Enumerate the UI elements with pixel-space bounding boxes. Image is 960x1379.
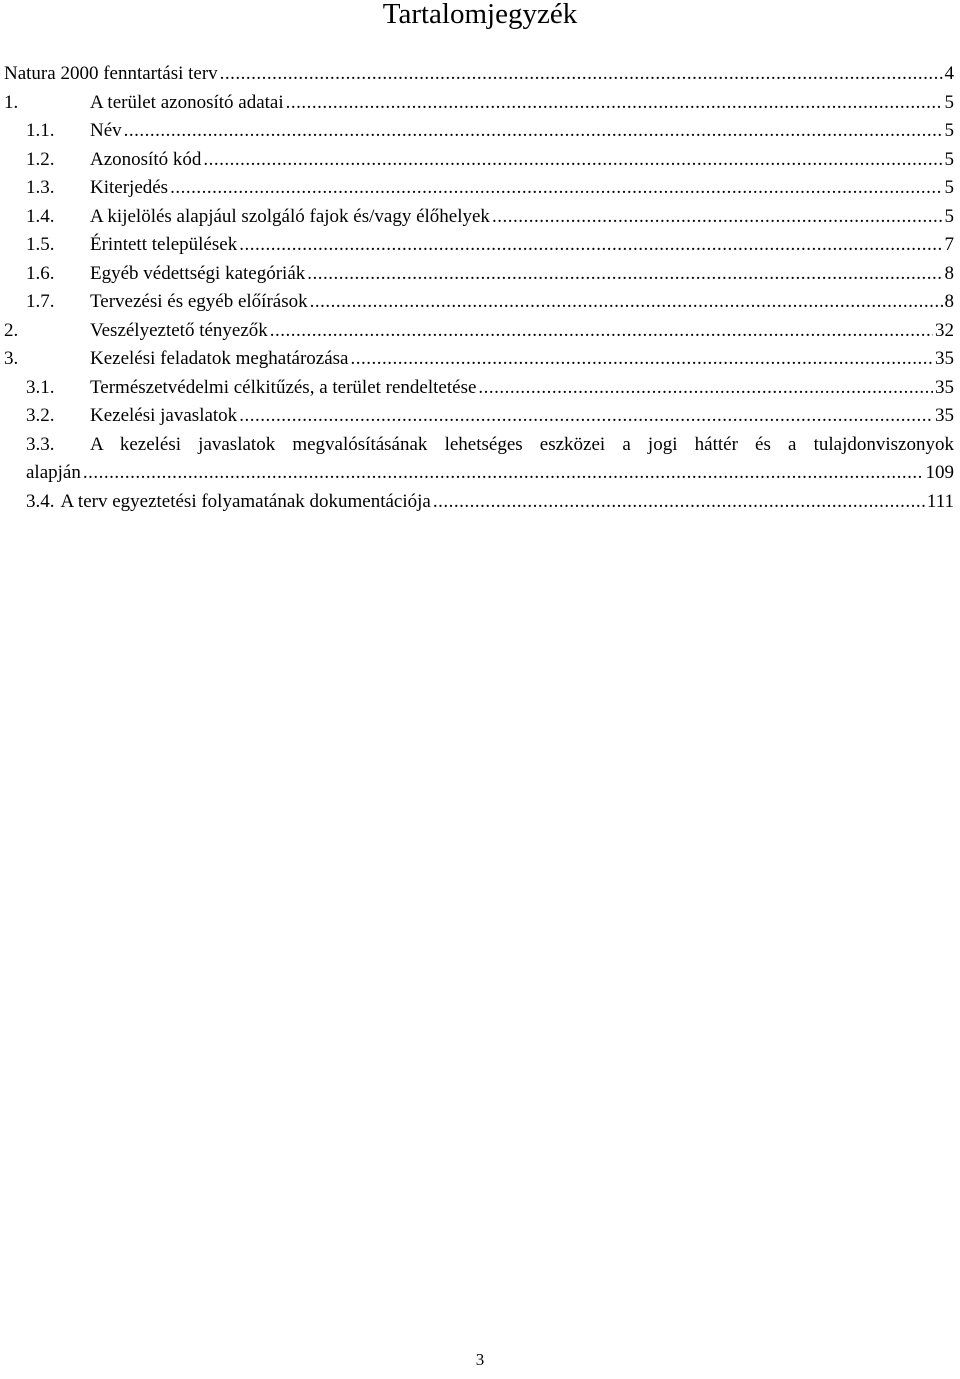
- toc-entry-page: 8: [944, 291, 954, 312]
- toc-entry-number: 3.3.: [26, 433, 55, 455]
- toc-entry-number: 1.1.: [26, 120, 55, 141]
- toc-leader-dots: [310, 288, 943, 317]
- toc-entry-text: A kijelölés alapjául szolgáló fajok és/vagy élőhelyek: [90, 205, 490, 227]
- toc-leader-dots: [286, 89, 943, 118]
- toc-entry-3-2[interactable]: [4, 402, 954, 431]
- toc-entry-number: 1.2.: [26, 148, 55, 170]
- toc-entry-number: 1.4.: [26, 205, 55, 227]
- page-title: Tartalomjegyzék: [382, 0, 578, 30]
- toc-entry-page: 111: [926, 490, 954, 512]
- toc-leader-dots: [270, 317, 933, 346]
- toc-entry-page: 5: [944, 120, 954, 141]
- toc-entry-page: 5: [944, 91, 954, 113]
- toc-entry-page: 35: [935, 376, 954, 398]
- toc-entry-number: 3.: [4, 348, 19, 369]
- toc-entry-number: 1.3.: [26, 177, 55, 198]
- toc-entry-text: Egyéb védettségi kategóriák: [90, 262, 306, 284]
- toc-entry-1-2[interactable]: [4, 146, 954, 175]
- toc-entry-text: Név: [90, 120, 122, 141]
- toc-leader-dots: [492, 203, 943, 232]
- toc-entry-1[interactable]: [4, 89, 954, 118]
- toc-leader-dots: [350, 345, 933, 374]
- toc-entry-1-7[interactable]: [4, 288, 954, 317]
- toc-leader-dots: [239, 402, 933, 431]
- toc-entry-text: Kiterjedés: [90, 177, 169, 198]
- toc-entry-text: Kezelési javaslatok: [90, 405, 238, 426]
- toc-leader-dots: [307, 260, 942, 289]
- toc-entry-page: 8: [944, 262, 954, 284]
- toc-entry-text: Érintett települések: [90, 234, 238, 255]
- toc-entry-page: 32: [935, 319, 954, 341]
- toc-entry-1-4[interactable]: [4, 203, 954, 232]
- toc-leader-dots: [239, 231, 942, 260]
- toc-entry-2[interactable]: [4, 317, 954, 346]
- toc-entry-page: 7: [944, 234, 954, 255]
- toc-entry-number: 1.: [4, 91, 19, 113]
- toc-entry-text: Azonosító kód: [90, 148, 202, 170]
- toc-entry-number: 1.6.: [26, 262, 55, 284]
- toc-entry-number: 3.2.: [26, 405, 55, 426]
- toc-leader-dots: [478, 374, 933, 403]
- toc-leader-dots: [83, 459, 924, 488]
- toc-entry-page: 5: [944, 177, 954, 198]
- toc-entry-text: Natura 2000 fenntartási terv: [4, 63, 218, 84]
- toc-leader-dots: [220, 60, 943, 89]
- table-of-contents: [4, 60, 954, 516]
- toc-entry-page: 5: [944, 148, 954, 170]
- toc-entry-natura[interactable]: [4, 60, 954, 89]
- toc-entry-page: 35: [935, 405, 954, 426]
- toc-entry-3[interactable]: [4, 345, 954, 374]
- toc-leader-dots: [203, 146, 942, 175]
- toc-entry-number: 2.: [4, 319, 19, 341]
- toc-entry-text: A terv egyeztetési folyamatának dokumentációja: [60, 490, 431, 512]
- toc-entry-text: A terület azonosító adatai: [90, 91, 284, 113]
- toc-entry-1-6[interactable]: [4, 260, 954, 289]
- toc-entry-text: Tervezési és egyéb előírások: [90, 291, 308, 312]
- toc-entry-page: 4: [944, 63, 954, 84]
- toc-entry-1-3[interactable]: [4, 174, 954, 203]
- toc-entry-page: 5: [944, 205, 954, 227]
- toc-entry-number: 1.7.: [26, 291, 55, 312]
- toc-entry-page: 35: [935, 348, 954, 369]
- toc-entry-1-1[interactable]: [4, 117, 954, 146]
- toc-entry-number: 3.4.: [26, 490, 55, 512]
- toc-entry-text-continued: alapján: [26, 462, 81, 483]
- toc-leader-dots: [433, 488, 925, 517]
- toc-entry-text: Kezelési feladatok meghatározása: [90, 348, 349, 369]
- toc-leader-dots: [124, 117, 943, 146]
- toc-entry-3-4[interactable]: [4, 488, 954, 517]
- toc-entry-page: 109: [925, 462, 954, 483]
- toc-entry-1-5[interactable]: [4, 231, 954, 260]
- toc-entry-text: Veszélyeztető tényezők: [90, 319, 268, 341]
- toc-entry-text: Természetvédelmi célkitűzés, a terület rendeltetése: [90, 376, 477, 398]
- toc-entry-text: A kezelési javaslatok megvalósításának lehetséges eszközei a jogi háttér és a tulajdonviszonyok: [90, 433, 954, 455]
- toc-entry-number: 1.5.: [26, 234, 55, 255]
- toc-entry-number: 3.1.: [26, 376, 55, 398]
- page-number: 3: [475, 1350, 485, 1369]
- toc-leader-dots: [170, 174, 942, 203]
- toc-entry-3-1[interactable]: [4, 374, 954, 403]
- toc-entry-3-3[interactable]: [4, 431, 954, 488]
